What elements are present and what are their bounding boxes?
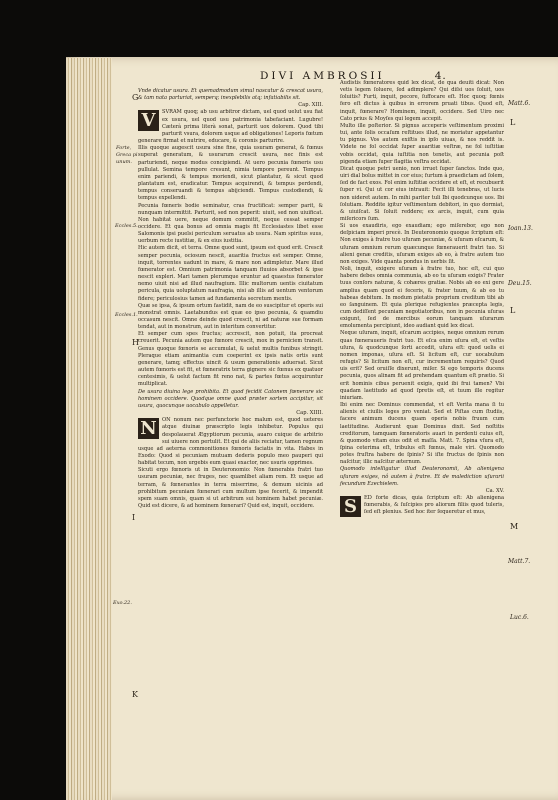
paragraph	[340, 123, 504, 166]
paragraph-text: Cap. XIIII.	[296, 410, 323, 417]
paragraph	[340, 495, 504, 516]
margin-note-ioan13: Ioan.13.	[508, 225, 533, 232]
paragraph	[138, 203, 323, 246]
paragraph	[138, 145, 323, 202]
left-text-column	[138, 88, 323, 510]
paragraph	[138, 331, 323, 388]
paragraph-text: Audistis fœneratores quid lex dicat, de qua deuiti dicat: Non vetis legem ſoluere, ſed adimplere? Qui diſsi uos ſoluit, uos ſoluitis? Furti, inquit, pecore, ſuffocare eſt. Hoc quoq; fœnis fero eſt dictus à quibus in errorem pruati tibus. Quod eſt, inquit, fœnerare? Hominem, inquit, occidere. Sed Uiro nec Cato prius & Moyſes qui legem accepit.	[340, 80, 504, 122]
section-letter-k: K	[132, 690, 138, 699]
running-head-title: DIVI AMBROSII	[260, 70, 385, 82]
paragraph	[138, 109, 323, 145]
section-letter-i: I	[132, 513, 136, 522]
chapter-number	[138, 102, 323, 109]
margin-note-matt6: Matt.6.	[508, 100, 531, 107]
paragraph-text: Quomodo intelligatur illud Deuteronomii, Ab alienigena uſuram exiges, nô autem à fratre. Et de malediction uſurarii fecundum Ezechielem.	[340, 466, 504, 487]
paragraph-text: Sicuti ergo fœnoris ut in Deuteronomio: Non fœnerabis fratri tuo usuram pecuniæ, nec fruges, nec quamlibet aliam rem. Et usque ad terram, & fœnerantes in terra miserrime, & demum uicinis ad prohibitum pecuniam fœnerari cum multum ipse fecerit, & impendit spem suam omnis, quam si ut arbitrum sui hominem habet pecuniæ. Quid est dicere, & ad hominem fœnerari? Quid est, inquit, occidere.	[138, 467, 323, 510]
paragraph	[138, 417, 323, 467]
section-letter-l: L	[510, 306, 516, 315]
margin-note-deu15: Deu.15.	[508, 280, 532, 287]
paragraph-text: SVRAM quoq; ab usu arbitror dictam, uel quod uelut usu fiat ex usura, uel quod usu patrimonia tabefaciant. Lugubre! Cæterà prima literà sonat, parturit uox dolorem. Quod tibi parturit vsura, dolorem usque ad obligationes! Leporis fœtum generare firmat et nutrire, educare, & coronis parturire.	[138, 109, 323, 145]
chapter-heading	[138, 88, 323, 102]
paragraph-text: Si uos exaudiris, ego exaudiam; ego miſerebor, ego non deſpiciam imperi precè. In Deuteronomio quoque ſcriptum eſt: Non exiges à fratre tuo uſuram pecuniæ, & uſuram eſcarum, & uſuram omnium rerum quæcunque fœnerauerit fratri tuo. Si alieni genæ creditis, uſuram exiges ab eo, à fratre autem tuo non exiges. Vide quanta pondus in uerbis ſit.	[340, 223, 504, 265]
paragraph	[138, 303, 323, 332]
page-stack-edge	[66, 58, 112, 800]
margin-note-eccles1: Eccles.1.	[115, 312, 138, 318]
paragraph	[340, 402, 504, 466]
paragraph-text: Hic autem dicit, et terra. Omne quod sunt, ipsum est quod erit. Crescit semper pecunia, ociosum nescit, auaritia fructus est semper. Omne, inquit, torrentes uadunt in mare, & mare non adimpletur. Mare illud fœnerator est. Omnium patrimonia tanquam fluuios absorbet & ipse nescit expleri. Mari tamen plerumque eruntur ad quaestus fœnerator nemo uiuit nisi ad illud naufragium. Illic multorum uentis ciuitatum pericula, quia uoluptatum naufragia, nisi ab illis ad uentum ventorum fidere; periculosius tamen ad fundamenta secretum mentis.	[138, 245, 323, 302]
right-text-column	[340, 80, 504, 517]
paragraph-text: ON nonum nec perfunctorie hoc malum est, quod ueteres atque diuinæ præscripto legis inhibetur. Populus qui despolauerat Ægyptiorum pecunia, auaro cuique de arbitrio sui uiuere non pertulit. Et qui de aliis reciatur, tamen regnum usque ad aeterna commonitiones fœnoris faciatis in vita. Habes in Exodo: Quod si pecuniam mutuam dederis populo meo pauperi qui habitat tecum, non urgebis eum quasi exactor, nec usuris opprimes.	[138, 417, 323, 467]
paragraph-text: Illis quoque augescit usura sine fine, quia usuram generat, & fœnus superat generatum, & usurarum crescit usura, nec finis est parturiendi, neque modus concipiendi. At uero pecunia fœneris usu pullulat. Semina tempore cresunt, nimia tempore pereunt. Tempus enim pariendi, & tempus moriendi, sicut plantatur, & sicut quod plantatum est, eradicatur. Tempus acquirendi, & tempus perdendi, tempus conseruandi & tempus abijciendi. Tempus custodiendi, & tempus expellendi.	[138, 145, 323, 202]
drop-cap-initial: V	[138, 110, 159, 131]
margin-note-luc6: Luc.6.	[510, 614, 529, 621]
paragraph-text: Neque uſuram, inquit, eſcarum accipies, neque omnium rerum quas fœneraueris fratri tuo. Et eſca enim uſura eſt, et veſtis uſura, & quodcunque ſorti accedit, uſura eſt: quod uelis ei nomen imponas, uſura eſt. Si licitum eſt, cur uocabulum refugis? Si licitum non eſt, cur incrementum requiris? Quod uis erit? Sed oruiſſe dixerunt, miſer. Si ego temporis ducens pecunia, quos alinam fit ad prehendam quantum eſt prætio. Si erit hominis cibus peruenit exigis, quid ibi frui tamen? Vbi quadam laetitudo ad quod ſpretis eſt, et tuum ille regitur iniuriam.	[340, 330, 504, 401]
margin-note-unum: unum.	[116, 159, 132, 165]
margin-note-eccles5: Eccles.5.	[115, 223, 138, 229]
paragraph-text: Quæ se ipsa, & ipsum ortum fastidit, nam de eo suscipitur et operis sui monstrat omnis. Laetabundus est quæ eo ipso pecunia, & quamdiu occasum nescit. Omne deinde quod crescit, ni ad naturæ sue formam tendat, aut in monstrum, aut in interitum convertitur.	[138, 302, 323, 331]
paragraph-text: ED forte dicas, quia ſcriptum eſt: Ab alienigena fœnerabis, & ſuſcipies pro aliorum filiis quod tuleris, ſed eſt plenius. Sed hoc iter ſequeretur et mus,	[364, 495, 504, 516]
paragraph	[340, 223, 504, 266]
paragraph-text: Noli, inquit, exigere uſuram à fratre tuo, hoc eſt, cui quo habere debes omnia communia, ab eo tu uſuram exigis? Frater tuus conſors naturæ, & cohæres gratiæ. Nobis ab eo exi gere amplius quam quod ei feceris, & frater tuum, & ab eo tu habeas debitum. In modum pietatis proprium creditum tibi ab eo ſanguinem. Et quia plerique refugientes præcepta legis, cum dediſſent pecuniam negotiatoribus, non in pecunia uſuras exigunt, ſed de mercibus eorum tanquam uſurarum emolumenta percipiunt, ideo audiant quid lex dicat.	[340, 266, 504, 330]
paragraph-text: Multo ille poſterior. Si pignus acceperis veſtimentum proximi tui, ante ſolis occaſum reſtitues illud, ne moriatur appetantur tu pignus. Vos autem exiſtis in ipſo uiuas, & nos reddit is. Videte ne fol occidat ſuper auaritiæ veſtræ, ne fol iuſtitiæ vobis occidat, quia iuſtitia non tenetis, aut pecunia poſt pigenda etiam ſuper flagitia veſtra occidat.	[340, 122, 504, 165]
paragraph	[340, 80, 504, 123]
paragraph-text: Et semper cum spes fructus; accrescit, non potuit, ita procreat creuerit. Pecunia autem que fœnore crescit, mox in perniciem transit. Genus quoque fœnoris se accumulat, & uelut multis funibus stringit. Pleraque etiam animantia cum coeperint ex ipsis natis ortis sunt generare, tamq; effectus uincit & usum generationis aduersat. Sicut autem fœnoris est fit, et fœneratrix terra gignere sic fœnus ex quatuor centesimis, & uelut factum fit reno nat, & partes fœtus acquiruntur multiplicat.	[138, 331, 323, 388]
section-letter-l-top: L	[510, 118, 516, 127]
paragraph-text: Vnde dicatur usura. Et quemadmodum simul nascatur & crescat usura, & tam nata parturiat, semperq; inexplebilis atq; infatiabilis sit.	[138, 88, 323, 102]
drop-cap-initial: S	[340, 496, 361, 517]
paragraph	[138, 245, 323, 302]
margin-note-forte: Forte,	[116, 145, 132, 151]
paragraph-text: Dicat quoque petri uenio, non irruet ſuper ſanctos. Inde quo, uiri dial bolus mittet in cor eius; furtum à praedictam ad ſolem, ſed de fact exos. Fol enim iuſtitiæ occidere et eſt, et recubuerit ſuper vi. Qui ut cor eius intrauit: Fecit illi tenebras, ut lucis non uideret autem. In mihi pariter tuli Ibi quodcunque uos. Ibi ſolutiam. Reddite igitur veſtimentum debitori, in quo dormiat, & uiuiſcat. Si ſoluit reddere; ex arcis, inquit, cum quia miſericors ſum.	[340, 165, 504, 222]
margin-note-exo22: Exo.22.	[113, 600, 132, 606]
chapter-heading	[340, 466, 504, 487]
chapter-number	[138, 410, 323, 417]
paragraph-text: Ca. XV.	[485, 487, 504, 494]
chapter-number	[340, 488, 504, 495]
paragraph-text: De usura diuina lege prohibita. Et quod fecidit Catonem fœnerare sic hominem occidere. Quodque omne quod præter sortem accipitur, sit usura, quocunque uocabulo appelletur.	[138, 388, 323, 409]
paragraph	[340, 330, 504, 402]
section-letter-m: M	[510, 522, 519, 531]
margin-note-graeca: Greca pi	[116, 152, 138, 158]
margin-note-matt7: Matt.7.	[508, 558, 531, 565]
section-letter-g: G	[132, 93, 139, 102]
paragraph-text: Ibi enim nec Dominus commendat, vt eſt Verita mana ſi tu alienis et ciuilis leges pro veniat. Sed et Piſtas cum ſtudiis, facere animum ducens quam operis nobis fruum cum laetitudine. Audierunt quæ Dominus dixit. Sed noſtitis creditorum, tamquam fœneratoris auari in perdenti cuius eſt, & quomodo vitam eius odit et maſſa. Matt. 7. Spina vſura eſt, ſpina ceterima eſt, tribulus eſt fœnus, male viri. Quomodo potes fruſtra habere de ſpinis? Si iſte fructus de ſpinis non naſcitur, illic naſcitur æternum.	[340, 402, 504, 466]
section-letter-h: H	[132, 338, 139, 347]
paragraph-text: Pecunia fœneris bodie seminatur, cras fructificat: semper parit, & nunquam intermittit. Parturit, sed non peperit: uiuit, sed non uiuificat. Non habitat uere, neque domum commitit, neque cessat semper occidere. Et qua bonus ad omnia magis fit Ecclesiastes libet esse Salomonis ipsi puelsi periculum seruatus ab usura. Nam spiritus suus, uerbum recte iustitiæ, & ex eius iustitia.	[138, 202, 323, 245]
paragraph	[340, 166, 504, 223]
page-number: 4.	[434, 70, 447, 82]
paragraph	[138, 467, 323, 510]
drop-cap-initial: N	[138, 418, 159, 439]
chapter-heading	[138, 389, 323, 410]
paragraph-text: Cap. XIII.	[298, 102, 323, 109]
paragraph	[340, 266, 504, 330]
